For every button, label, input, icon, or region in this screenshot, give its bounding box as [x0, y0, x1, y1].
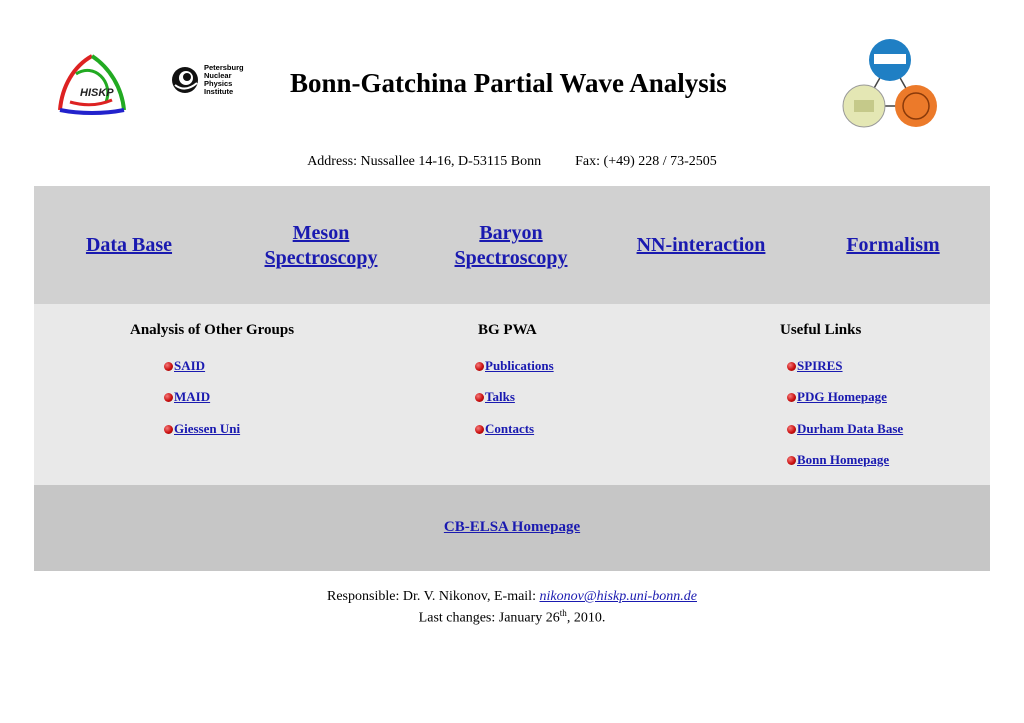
nav-baryon-spectroscopy[interactable] [434, 221, 588, 271]
list-item [787, 389, 887, 405]
link-said[interactable]: SAID [174, 358, 206, 373]
elsa-section [34, 485, 990, 571]
last-changes-year: , 2010. [566, 610, 606, 626]
list-item [164, 421, 240, 437]
link-contacts[interactable]: Contacts [485, 421, 535, 436]
bullet-icon [787, 362, 796, 371]
link-talks[interactable]: Talks [485, 389, 515, 404]
link-pdg-homepage[interactable]: PDG Homepage [797, 389, 887, 404]
bullet-icon [787, 393, 796, 402]
column-title-other-groups: Analysis of Other Groups [130, 322, 295, 338]
link-bonn-homepage[interactable]: Bonn Homepage [797, 452, 890, 467]
main-navigation [34, 186, 990, 304]
link-spires[interactable]: SPIRES [797, 358, 843, 373]
hiskp-logo-text: HISKP [80, 87, 114, 99]
link-publications[interactable]: Publications [485, 358, 554, 373]
column-title-useful-links: Useful Links [780, 322, 862, 338]
page-title: Bonn-Gatchina Partial Wave Analysis [290, 68, 727, 98]
nav-label-line: Meson [292, 222, 350, 244]
list-item [475, 389, 515, 405]
universities-logo [838, 36, 942, 132]
pnpi-emblem-icon [170, 65, 200, 95]
bullet-icon [787, 456, 796, 465]
address-text: Address: Nussallee 14-16, D-53115 Bonn [307, 154, 542, 169]
bullet-icon [164, 393, 173, 402]
list-item [475, 421, 534, 437]
hiskp-logo [54, 52, 130, 118]
bullet-icon [475, 362, 484, 371]
bullet-icon [475, 425, 484, 434]
pnpi-line: Petersburg [204, 63, 244, 72]
email-link[interactable]: nikonov@hiskp.uni-bonn.de [539, 589, 697, 604]
contact-info [0, 154, 1024, 170]
links-section [34, 304, 990, 485]
bullet-icon [164, 425, 173, 434]
nav-nn-interaction[interactable]: NN-interaction [636, 234, 766, 256]
list-item [475, 358, 554, 374]
link-cb-elsa-homepage[interactable]: CB-ELSA Homepage [443, 519, 581, 535]
link-maid[interactable]: MAID [174, 389, 211, 404]
nav-label-line: Baryon [479, 222, 543, 244]
pnpi-name [204, 64, 244, 96]
bullet-icon [787, 425, 796, 434]
pnpi-line: Physics [204, 79, 233, 88]
pnpi-line: Nuclear [204, 71, 232, 80]
column-title-bg-pwa: BG PWA [478, 322, 537, 338]
bullet-icon [475, 393, 484, 402]
last-changes-text: Last changes: January 26 [418, 610, 560, 626]
footer [0, 588, 1024, 627]
pnpi-logo [170, 62, 260, 98]
responsible-line [0, 588, 1024, 605]
list-item [787, 452, 889, 468]
list-item [787, 421, 903, 437]
fax-text: Fax: (+49) 228 / 73-2505 [575, 154, 717, 169]
nav-formalism[interactable]: Formalism [846, 234, 940, 256]
last-changes-line [0, 605, 1024, 627]
pnpi-line: Institute [204, 87, 234, 96]
list-item [164, 389, 210, 405]
nav-label-line: Spectroscopy [454, 247, 568, 269]
responsible-text: Responsible: Dr. V. Nikonov, E-mail: [327, 589, 540, 604]
link-durham-data-base[interactable]: Durham Data Base [797, 421, 904, 436]
bullet-icon [164, 362, 173, 371]
link-giessen-uni[interactable]: Giessen Uni [174, 421, 241, 436]
nav-label-line: Spectroscopy [264, 247, 378, 269]
nav-data-base[interactable]: Data Base [85, 234, 173, 256]
nav-meson-spectroscopy[interactable] [244, 221, 398, 271]
list-item [164, 358, 205, 374]
list-item [787, 358, 843, 374]
date-suffix: th [559, 608, 567, 618]
